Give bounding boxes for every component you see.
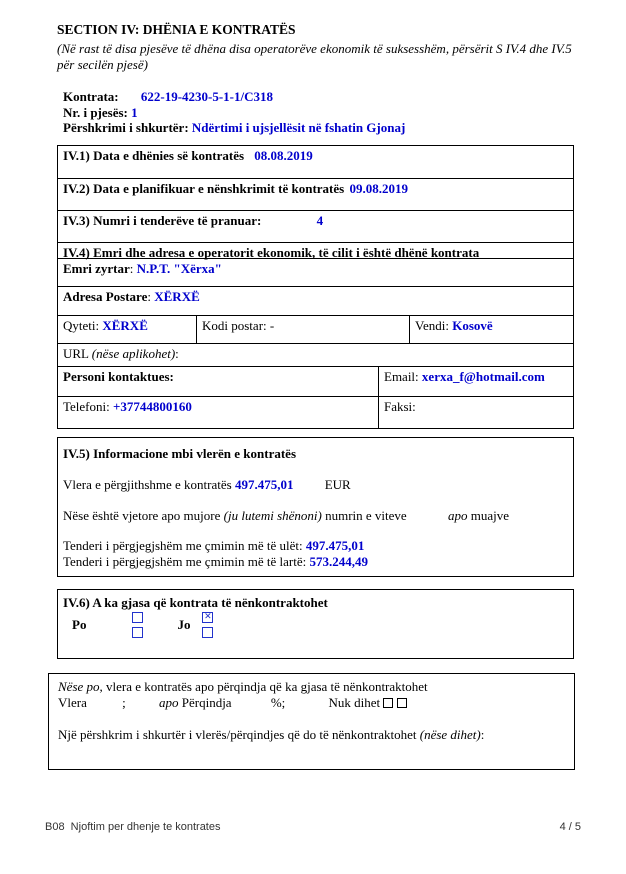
if-yes-rest: vlera e kontratës apo përqindja që ka gjasa të nënkontraktohet <box>106 678 428 694</box>
fax-label: Faksi: <box>384 398 416 414</box>
yes-label: Po <box>72 616 87 632</box>
part-label: Nr. i pjesës: <box>63 104 128 120</box>
postcode-label: Kodi postar: <box>202 317 267 333</box>
contract-value-table <box>57 437 574 577</box>
value-label: Vlera <box>58 694 87 710</box>
iv3-label: IV.3) Numri i tenderëve të pranuar: <box>63 212 262 228</box>
subcontract-question-table <box>57 589 574 659</box>
email-label: Email: <box>384 368 419 384</box>
no-label: Jo <box>177 616 191 632</box>
yes-checkbox-bottom[interactable] <box>132 627 143 638</box>
contact-person-label: Personi kontaktues: <box>63 368 174 384</box>
iv4-header: IV.4) Emri dhe adresa e operatorit ekonomik, të cilit i është dhënë kontrata <box>63 244 480 260</box>
country-cell <box>409 316 573 343</box>
semicolon: ; <box>122 694 126 710</box>
phone-label: Telefoni: <box>63 398 110 414</box>
description-request-line <box>58 727 566 743</box>
no-checkbox-stack <box>202 612 213 638</box>
iv1-label: IV.1) Data e dhënies së kontratës <box>63 147 245 163</box>
city-cell <box>58 316 196 343</box>
if-yes-line <box>58 679 566 695</box>
part-number: 1 <box>131 104 138 120</box>
url-label: URL <box>63 345 89 361</box>
iv6-header: IV.6) A ka gjasa që kontrata të nënkontraktohet <box>63 594 328 610</box>
no-checkbox-bottom[interactable] <box>202 627 213 638</box>
lowest-tender-line <box>63 538 565 554</box>
fax-cell <box>378 397 573 428</box>
contract-award-table <box>57 145 574 429</box>
footer-document-code: B08 Njoftim per dhenje te kontrates <box>45 821 221 833</box>
total-value-line <box>63 477 565 493</box>
no-checkbox-top[interactable] <box>202 612 213 623</box>
contact-row <box>58 366 573 396</box>
periodic-line <box>63 508 565 524</box>
iv2-row <box>58 178 573 210</box>
currency-label: EUR <box>324 477 351 492</box>
iv3-count: 4 <box>316 212 324 228</box>
periodic-suffix: muajve <box>470 507 509 523</box>
yes-checkbox-stack <box>132 612 143 638</box>
section-title: SECTION IV: DHËNIA E KONTRATËS <box>57 22 296 37</box>
subcontract-details-table <box>48 673 575 770</box>
phone-row <box>58 396 573 428</box>
total-value: 497.475,01 <box>234 477 294 492</box>
unknown-label: Nuk dihet <box>328 694 381 710</box>
iv1-row <box>58 146 573 178</box>
colon: : <box>129 260 134 276</box>
phone-value: +37744800160 <box>113 398 192 414</box>
official-name-value: N.P.T. "Xërxa" <box>136 260 222 276</box>
postal-address-value: XËRXË <box>154 288 200 304</box>
periodic-mid: numrin e viteve <box>325 507 407 523</box>
email-value: xerxa_f@hotmail.com <box>421 368 545 384</box>
apo-label: apo <box>159 694 179 710</box>
colon: : <box>175 345 179 361</box>
total-value-label: Vlera e përgjithshme e kontratës <box>63 477 232 492</box>
iv4-header-row <box>58 242 573 258</box>
description-request-text: Një përshkrim i shkurtër i vlerës/përqindjes që do të nënkontraktohet <box>58 726 417 742</box>
postcode-cell <box>196 316 409 343</box>
contract-summary <box>63 89 574 136</box>
unknown-checkbox-2[interactable] <box>397 698 407 708</box>
official-name-row <box>58 258 573 286</box>
city-value: XËRXË <box>102 317 148 333</box>
description-label: Përshkrimi i shkurtër: <box>63 120 189 135</box>
city-row <box>58 315 573 343</box>
yes-checkbox-top[interactable] <box>132 612 143 623</box>
url-row <box>58 343 573 366</box>
highest-tender-value: 573.244,49 <box>309 553 368 569</box>
if-yes-italic: Nëse po, <box>58 678 103 694</box>
highest-tender-line <box>63 554 565 570</box>
city-label: Qyteti: <box>63 317 100 333</box>
postal-address-row <box>58 286 573 315</box>
postcode-value: - <box>269 317 275 333</box>
page-footer <box>45 821 581 833</box>
iv2-label: IV.2) Data e planifikuar e nënshkrimit të kontratës <box>63 180 345 196</box>
phone-cell <box>58 397 378 428</box>
lowest-tender-label: Tenderi i përgjegjshëm me çmimin më të ulët: <box>63 538 303 553</box>
iv5-header: IV.5) Informacione mbi vlerën e kontratës <box>63 445 297 461</box>
description-request-note: (nëse dihet) <box>419 726 481 742</box>
periodic-apo: apo <box>447 507 468 523</box>
country-label: Vendi: <box>415 317 449 333</box>
highest-tender-label: Tenderi i përgjegjshëm me çmimin më të lartë: <box>63 553 307 569</box>
description-line <box>63 120 574 136</box>
iv3-row <box>58 210 573 242</box>
footer-page-number: 4 / 5 <box>559 821 581 833</box>
percent-sign: %; <box>270 694 286 710</box>
percentage-label: Përqindja <box>181 694 232 710</box>
contract-number: 622-19-4230-5-1-1/C318 <box>140 89 274 104</box>
description-value: Ndërtimi i ujsjellësit në fshatin Gjonaj <box>191 120 406 135</box>
section-note: (Në rast të disa pjesëve të dhëna disa operatorëve ekonomik të suksesshëm, përsërit S IV.4 dhe IV.5 për secilën pjesë) <box>57 41 572 72</box>
official-name-label: Emri zyrtar <box>63 260 130 276</box>
email-cell <box>378 367 573 396</box>
periodic-prefix: Nëse është vjetore apo mujore <box>63 507 221 523</box>
colon: : <box>480 726 485 742</box>
colon: : <box>147 288 151 304</box>
part-line <box>63 105 574 121</box>
iv1-date: 08.08.2019 <box>254 147 313 163</box>
value-percentage-line <box>58 695 566 711</box>
iv2-date: 09.08.2019 <box>349 180 408 196</box>
country-value: Kosovë <box>452 317 493 333</box>
contract-label: Kontrata: <box>63 89 119 104</box>
periodic-note: (ju lutemi shënoni) <box>223 507 322 523</box>
contact-person-cell <box>58 367 378 396</box>
unknown-checkbox-1[interactable] <box>383 698 393 708</box>
contract-line <box>63 89 574 105</box>
lowest-tender-value: 497.475,01 <box>305 538 365 553</box>
yes-no-row <box>63 612 568 638</box>
url-note: (nëse aplikohet) <box>91 345 176 361</box>
postal-address-label: Adresa Postare <box>63 288 148 304</box>
